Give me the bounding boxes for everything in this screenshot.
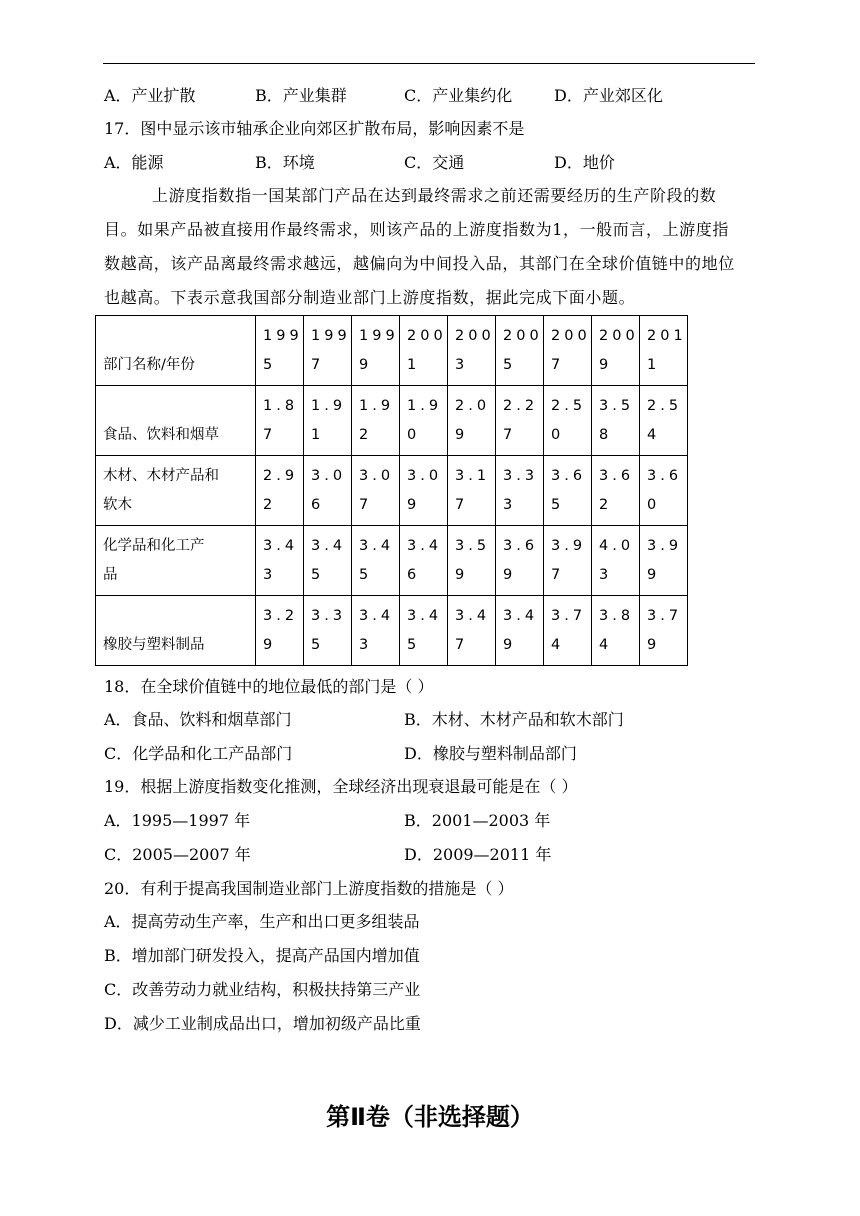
q19-option-c: C．2005—2007 年: [104, 845, 251, 864]
q19-option-d: D．2009—2011 年: [404, 845, 552, 864]
year-cell: 200 1: [400, 316, 448, 386]
value-cell: 3.5 8: [592, 386, 640, 456]
section-title: 第Ⅱ卷（非选择题）: [326, 1103, 534, 1131]
q17-option-b: B．环境: [255, 153, 315, 172]
value-cell: 1.9 0: [400, 386, 448, 456]
q19-option-b: B．2001—2003 年: [404, 811, 551, 830]
value-cell: 3.6 0: [640, 456, 688, 526]
year-cell: 200 9: [592, 316, 640, 386]
passage-line: 数越高，该产品离最终需求越远，越偏向为中间投入品，其部门在全球价值链中的地位: [104, 254, 735, 273]
q19-stem: 19．根据上游度指数变化推测，全球经济出现衰退最可能是在（ ）: [104, 777, 578, 796]
sector-name-cell: 食品、饮料和烟草: [96, 386, 256, 456]
top-rule: [103, 63, 755, 64]
value-cell: 2.5 4: [640, 386, 688, 456]
value-cell: 3.4 5: [304, 526, 352, 596]
q17-stem: 17．图中显示该市轴承企业向郊区扩散布局，影响因素不是: [104, 119, 525, 138]
sector-name-cell: 化学品和化工产 品: [96, 526, 256, 596]
q16-option-a: A．产业扩散: [104, 86, 196, 105]
value-cell: 3.9 7: [544, 526, 592, 596]
q16-option-d: D．产业郊区化: [554, 86, 663, 105]
header-label-cell: 部门名称/年份: [96, 316, 256, 386]
q18-option-a: A．食品、饮料和烟草部门: [104, 710, 292, 729]
value-cell: 3.7 4: [544, 596, 592, 666]
value-cell: 2.0 9: [448, 386, 496, 456]
value-cell: 3.4 6: [400, 526, 448, 596]
value-cell: 3.8 4: [592, 596, 640, 666]
value-cell: 3.4 9: [496, 596, 544, 666]
q20-stem: 20．有利于提高我国制造业部门上游度指数的措施是（ ）: [104, 879, 514, 898]
value-cell: 3.6 9: [496, 526, 544, 596]
value-cell: 3.6 5: [544, 456, 592, 526]
sector-name-cell: 木材、木材产品和 软木: [96, 456, 256, 526]
value-cell: 1.8 7: [256, 386, 304, 456]
table-header-row: [96, 316, 688, 386]
q17-option-c: C．交通: [404, 153, 465, 172]
year-cell: 199 7: [304, 316, 352, 386]
year-cell: 200 7: [544, 316, 592, 386]
q20-option-a: A．提高劳动生产率，生产和出口更多组装品: [104, 912, 420, 931]
value-cell: 3.4 5: [400, 596, 448, 666]
value-cell: 3.9 9: [640, 526, 688, 596]
year-cell: 199 9: [352, 316, 400, 386]
year-cell: 200 3: [448, 316, 496, 386]
table-row: [96, 526, 688, 596]
q16-option-c: C．产业集约化: [404, 86, 513, 105]
q16-option-b: B．产业集群: [255, 86, 347, 105]
value-cell: 3.6 2: [592, 456, 640, 526]
value-cell: 3.0 9: [400, 456, 448, 526]
q18-option-d: D．橡胶与塑料制品部门: [404, 744, 577, 763]
q17-option-d: D．地价: [554, 153, 615, 172]
value-cell: 2.2 7: [496, 386, 544, 456]
value-cell: 3.4 3: [256, 526, 304, 596]
table-row: [96, 386, 688, 456]
q17-option-a: A．能源: [104, 153, 164, 172]
value-cell: 3.5 9: [448, 526, 496, 596]
q18-option-c: C．化学品和化工产品部门: [104, 744, 293, 763]
q20-option-d: D．减少工业制成品出口，增加初级产品比重: [104, 1014, 421, 1033]
year-cell: 199 5: [256, 316, 304, 386]
q19-option-a: A．1995—1997 年: [104, 811, 251, 830]
value-cell: 3.4 7: [448, 596, 496, 666]
sector-name-cell: 橡胶与塑料制品: [96, 596, 256, 666]
value-cell: 3.7 9: [640, 596, 688, 666]
value-cell: 3.0 6: [304, 456, 352, 526]
value-cell: 1.9 2: [352, 386, 400, 456]
passage: [104, 179, 756, 315]
value-cell: 2.5 0: [544, 386, 592, 456]
passage-line: 目。如果产品被直接用作最终需求，则该产品的上游度指数为1，一般而言，上游度指: [104, 220, 729, 239]
year-cell: 201 1: [640, 316, 688, 386]
passage-line: 上游度指数指一国某部门产品在达到最终需求之前还需要经历的生产阶段的数: [152, 186, 717, 205]
q18-stem: 18．在全球价值链中的地位最低的部门是（ ）: [104, 677, 434, 696]
value-cell: 3.4 3: [352, 596, 400, 666]
value-cell: 3.3 5: [304, 596, 352, 666]
value-cell: 3.0 7: [352, 456, 400, 526]
value-cell: 3.3 3: [496, 456, 544, 526]
q18-option-b: B．木材、木材产品和软木部门: [404, 710, 624, 729]
value-cell: 3.1 7: [448, 456, 496, 526]
value-cell: 1.9 1: [304, 386, 352, 456]
table-row: [96, 596, 688, 666]
upstreamness-table: [95, 315, 688, 666]
passage-line: 也越高。下表示意我国部分制造业部门上游度指数，据此完成下面小题。: [104, 288, 636, 307]
value-cell: 4.0 3: [592, 526, 640, 596]
q20-option-c: C．改善劳动力就业结构，积极扶持第三产业: [104, 980, 421, 999]
value-cell: 2.9 2: [256, 456, 304, 526]
q20-option-b: B．增加部门研发投入，提高产品国内增加值: [104, 946, 420, 965]
value-cell: 3.2 9: [256, 596, 304, 666]
table-row: [96, 456, 688, 526]
value-cell: 3.4 5: [352, 526, 400, 596]
year-cell: 200 5: [496, 316, 544, 386]
